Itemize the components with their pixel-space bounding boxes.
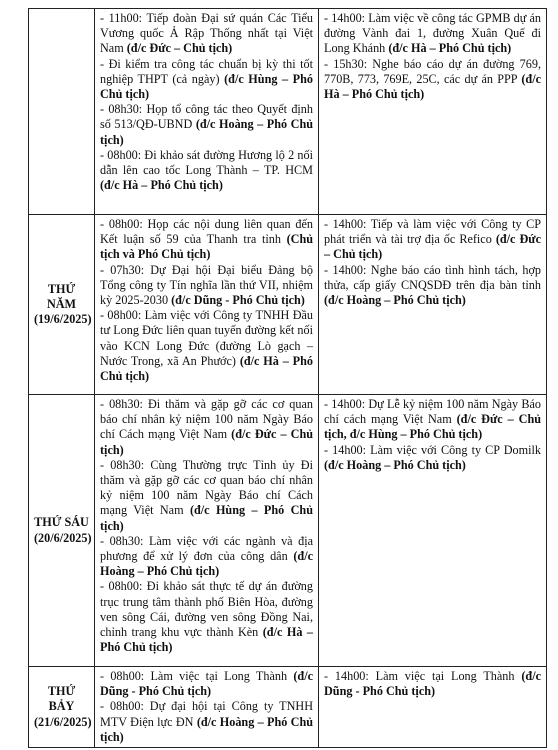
list-item: - 08h30: Họp tổ công tác theo Quyết định số 513/QĐ-UBND (đ/c Hoàng – Phó Chủ tịch) [100,102,313,147]
day-date: (19/6/2025) [34,312,92,327]
list-item: - 08h00: Làm việc với Công ty TNHH Đầu tư Long Đức liên quan tuyến đường kết nối vào KCN Long Đức (đường Lò gạch – Nước Trong, xã An Phước) (đ/c Hà – Phó Chủ tịch) [100,308,313,384]
list-item: - 08h00: Dự đại hội tại Công ty TNHH MTV Điện lực ĐN (đ/c Hoàng – Phó Chủ tịch) [100,699,313,744]
list-item: - 14h00: Làm việc tại Long Thành (đ/c Dũng - Phó Chủ tịch) [324,669,541,699]
day-label: THỨ SÁU [34,515,89,530]
day-date: (20/6/2025) [34,530,92,545]
afternoon-cell [319,215,547,395]
list-item: - 14h00: Làm việc với Công ty CP Domilk (đ/c Hoàng – Phó Chủ tịch) [324,442,541,472]
list-item: - 08h30: Đi thăm và gặp gỡ các cơ quan báo chí nhân kỷ niệm 100 năm Ngày Báo chí Cách mạng Việt Nam (đ/c Đức – Chủ tịch) [100,397,313,457]
day-cell [29,215,95,395]
list-item: - 15h30: Nghe báo cáo dự án đường 769, 770B, 773, 769E, 25C, các dự án PPP (đ/c Hà – Phó Chủ tịch) [324,56,541,102]
morning-cell [95,395,319,667]
afternoon-cell [319,9,547,215]
morning-cell [95,9,319,215]
day-cell [29,667,95,748]
list-item: - Đi kiểm tra công tác chuẩn bị kỳ thi tốt nghiệp THPT (cả ngày) (đ/c Hùng – Phó Chủ tịch) [100,56,313,102]
list-item: - 08h30: Cùng Thường trực Tỉnh ủy Đi thăm và gặp gỡ các cơ quan báo chí nhân kỷ niệm 100 năm Ngày Báo chí Cách mạng Việt Nam (đ/c Hùng – Phó Chủ tịch) [100,457,313,533]
afternoon-cell [319,395,547,667]
day-cell [29,395,95,667]
morning-cell [95,215,319,395]
table-row [29,395,547,667]
table-row [29,9,547,215]
afternoon-cell [319,667,547,748]
day-cell [29,9,95,215]
list-item: - 14h00: Dự Lễ kỷ niệm 100 năm Ngày Báo chí cách mạng Việt Nam (đ/c Đức – Chủ tịch, đ/c Hùng – Phó Chủ tịch) [324,397,541,442]
list-item: - 07h30: Dự Đại hội Đại biểu Đảng bộ Tổng công ty Tín nghĩa lần thứ VII, nhiệm kỳ 2025-2030 (đ/c Dũng - Phó Chủ tịch) [100,262,313,308]
morning-cell [95,667,319,748]
day-label: THỨ NĂM [46,281,77,311]
list-item: - 08h00: Đi khảo sát thực tế dự án đường trục trung tâm thành phố Biên Hòa, đường ven sông Cái, đường ven sông Đồng Nai, chỉnh trang khu vực thành Kèn (đ/c Hà – Phó Chủ tịch) [100,579,313,655]
list-item: - 08h00: Đi khảo sát đường Hương lộ 2 nối dẫn lên cao tốc Long Thành – TP. HCM (đ/c Hà – Phó Chủ tịch) [100,147,313,193]
weekly-schedule-table [28,8,547,748]
list-item: - 08h00: Họp các nội dung liên quan đến Kết luận số 59 của Thanh tra tỉnh (Chủ tịch và Phó Chủ tịch) [100,217,313,262]
list-item: - 11h00: Tiếp đoàn Đại sứ quán Các Tiểu Vương quốc Ả Rập Thống nhất tại Việt Nam (đ/c Đức – Chủ tịch) [100,11,313,56]
list-item: - 14h00: Tiếp và làm việc với Công ty CP phát triển và tài trợ địa ốc Refico (đ/c Đức – Chủ tịch) [324,217,541,262]
table-row [29,215,547,395]
table-row [29,667,547,748]
list-item: - 08h30: Làm việc với các ngành và địa phương để xử lý đơn của công dân (đ/c Hoàng – Phó Chủ tịch) [100,533,313,579]
list-item: - 14h00: Làm việc về công tác GPMB dự án đường Vành đai 1, đường Xuân Quế đi Long Khánh (đ/c Hà – Phó Chủ tịch) [324,11,541,56]
list-item: - 08h00: Làm việc tại Long Thành (đ/c Dũng - Phó Chủ tịch) [100,669,313,699]
schedule-sheet [28,8,546,742]
list-item: - 14h00: Nghe báo cáo tình hình tách, hợp thửa, cấp giấy CNQSDĐ trên địa bàn tỉnh (đ/c Hoàng – Phó Chủ tịch) [324,262,541,308]
day-date: (21/6/2025) [34,714,92,729]
day-label: THỨ BẢY [47,684,76,714]
